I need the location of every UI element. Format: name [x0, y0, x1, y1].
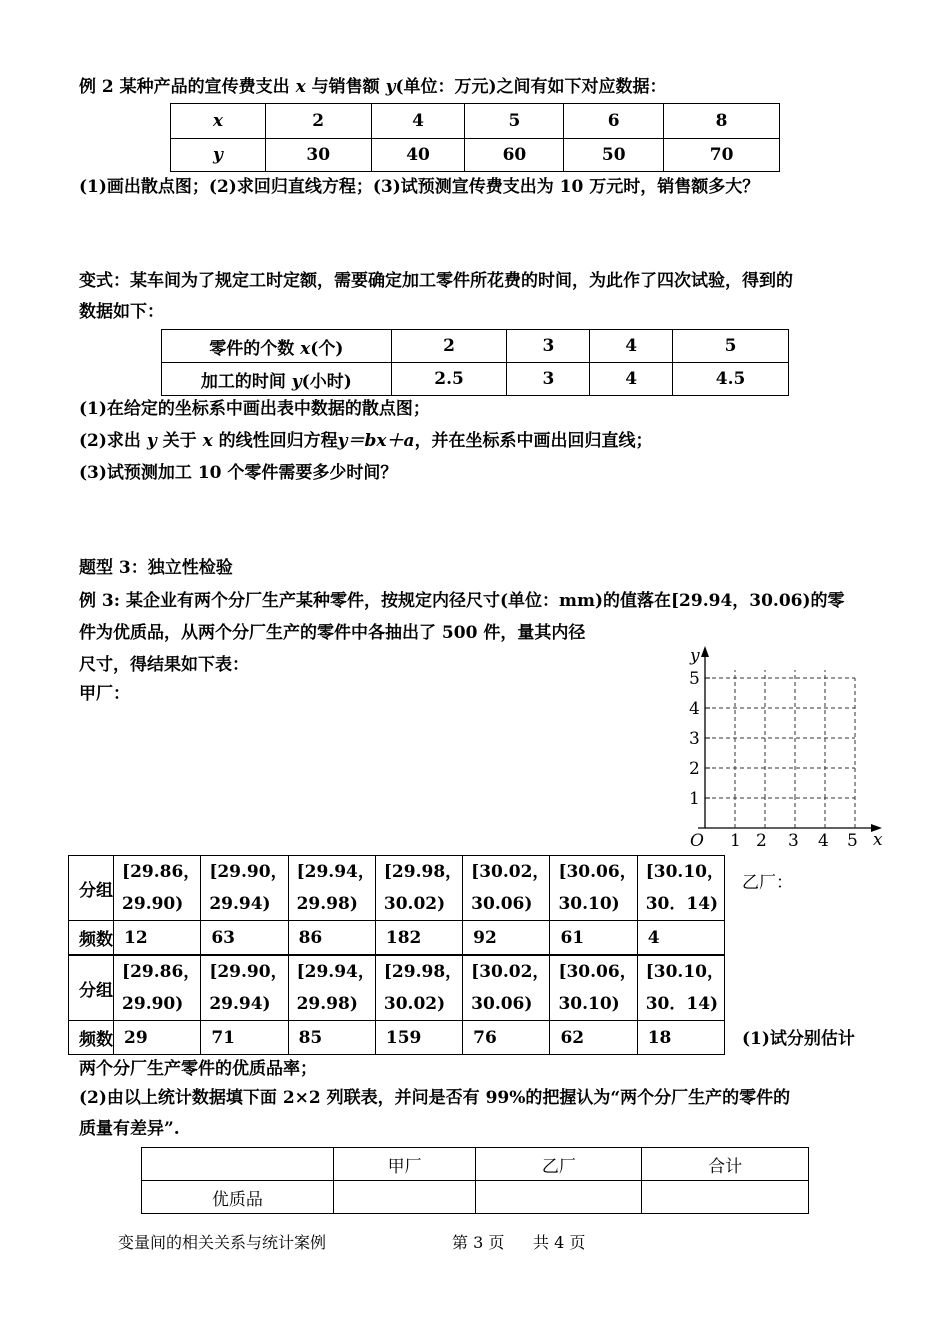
contingency-row-label: 优质品 — [142, 1181, 334, 1214]
y-tick-label: 2 — [689, 759, 700, 779]
coordinate-system — [660, 640, 900, 855]
contingency-cell — [642, 1181, 809, 1214]
parts-count-header: 零件的个数 x(个) — [162, 330, 392, 363]
frequency-cell: 76 — [463, 1021, 550, 1055]
example-3-question-2-line1: (2)由以上统计数据填下面 2×2 列联表，并问是否有 99%的把握认为“两个分厂生产的零件的 — [79, 1088, 791, 1108]
group-cell: [29.98， 30.02) — [375, 856, 462, 921]
group-cell: [30.10， 30．14) — [637, 956, 724, 1021]
origin-label: O — [690, 831, 704, 851]
y-value: 60 — [465, 139, 564, 172]
group-cell: [30.06， 30.10) — [550, 956, 637, 1021]
footer-title: 变量间的相关关系与统计案例 — [118, 1233, 327, 1252]
example-3-line2: 件为优质品，从两个分厂生产的零件中各抽出了 500 件，量其内径 — [79, 623, 586, 643]
parts-count-value: 2 — [391, 330, 507, 363]
x-tick-label: 4 — [818, 831, 829, 851]
y-value: 70 — [664, 139, 780, 172]
factory-a-label: 甲厂： — [79, 684, 130, 704]
frequency-cell: 29 — [114, 1021, 201, 1055]
contingency-header: 甲厂 — [333, 1148, 476, 1181]
x-tick-label: 2 — [756, 831, 767, 851]
frequency-cell: 86 — [288, 921, 375, 955]
group-cell: [29.98， 30.02) — [375, 956, 462, 1021]
example-2-table — [170, 103, 780, 172]
factory-b-table — [68, 955, 725, 1055]
frequency-cell: 12 — [114, 921, 201, 955]
x-value: 2 — [265, 104, 371, 139]
example-3-question-1b: 两个分厂生产零件的优质品率； — [79, 1059, 317, 1079]
variant-table — [161, 329, 789, 396]
frequency-header: 频数 — [69, 1021, 114, 1055]
group-cell: [30.10， 30．14) — [637, 856, 724, 921]
frequency-cell: 18 — [637, 1021, 724, 1055]
frequency-cell: 159 — [375, 1021, 462, 1055]
frequency-cell: 61 — [550, 921, 637, 955]
variant-statement-line2: 数据如下： — [79, 302, 164, 322]
x-axis-label: x — [873, 830, 883, 850]
group-cell: [29.90， 29.94) — [201, 956, 288, 1021]
y-value: 50 — [564, 139, 664, 172]
example-2-statement: 例 2 某种产品的宣传费支出 x 与销售额 y(单位：万元)之间有如下对应数据： — [79, 77, 667, 97]
example-3-question-2-line2: 质量有差异”. — [79, 1119, 180, 1139]
frequency-cell: 62 — [550, 1021, 637, 1055]
topic-3-heading: 题型 3：独立性检验 — [79, 558, 233, 578]
contingency-corner — [142, 1148, 334, 1181]
group-cell: [29.94， 29.98) — [288, 856, 375, 921]
frequency-cell: 85 — [288, 1021, 375, 1055]
group-cell: [29.86， 29.90) — [114, 856, 201, 921]
variant-question-2: (2)求出 y 关于 x 的线性回归方程y＝bx＋a，并在坐标系中画出回归直线； — [79, 431, 653, 451]
process-time-value: 4.5 — [673, 363, 789, 396]
group-header: 分组 — [69, 956, 114, 1021]
x-value: 4 — [371, 104, 465, 139]
group-cell: [30.02， 30.06) — [463, 856, 550, 921]
frequency-cell: 182 — [375, 921, 462, 955]
frequency-header: 频数 — [69, 921, 114, 955]
factory-a-table — [68, 855, 725, 955]
y-tick-label: 3 — [689, 729, 700, 749]
y-axis-label: y — [690, 646, 700, 666]
example-3-line3: 尺寸，得结果如下表： — [79, 655, 249, 675]
y-value: 30 — [265, 139, 371, 172]
x-tick-label: 3 — [788, 831, 799, 851]
contingency-table — [141, 1147, 809, 1214]
parts-count-value: 4 — [590, 330, 673, 363]
frequency-cell: 92 — [463, 921, 550, 955]
parts-count-value: 5 — [673, 330, 789, 363]
y-tick-label: 5 — [689, 669, 700, 689]
y-tick-label: 1 — [689, 789, 700, 809]
example-3-question-1a: (1)试分别估计 — [742, 1029, 855, 1049]
frequency-cell: 4 — [637, 921, 724, 955]
x-header: x — [171, 104, 266, 139]
factory-b-label: 乙厂： — [742, 873, 793, 893]
contingency-header: 乙厂 — [476, 1148, 642, 1181]
contingency-cell — [333, 1181, 476, 1214]
x-value: 8 — [664, 104, 780, 139]
parts-count-value: 3 — [507, 330, 590, 363]
y-tick-label: 4 — [689, 699, 700, 719]
x-value: 6 — [564, 104, 664, 139]
process-time-value: 3 — [507, 363, 590, 396]
process-time-value: 2.5 — [391, 363, 507, 396]
y-axis-arrow — [701, 646, 709, 657]
process-time-value: 4 — [590, 363, 673, 396]
x-tick-label: 1 — [730, 831, 741, 851]
group-cell: [29.94， 29.98) — [288, 956, 375, 1021]
x-tick-label: 5 — [847, 831, 858, 851]
process-time-header: 加工的时间 y(小时) — [162, 363, 392, 396]
group-cell: [30.06， 30.10) — [550, 856, 637, 921]
x-value: 5 — [465, 104, 564, 139]
contingency-header: 合计 — [642, 1148, 809, 1181]
contingency-cell — [476, 1181, 642, 1214]
footer-page: 第 3 页 — [452, 1233, 505, 1252]
example-3-line1: 例 3: 某企业有两个分厂生产某种零件，按规定内径尺寸(单位：mm)的值落在[29.94，30.06)的零 — [79, 591, 845, 611]
variant-question-3: (3)试预测加工 10 个零件需要多少时间？ — [79, 463, 398, 483]
group-cell: [29.86， 29.90) — [114, 956, 201, 1021]
frequency-cell: 71 — [201, 1021, 288, 1055]
y-header: y — [171, 139, 266, 172]
frequency-cell: 63 — [201, 921, 288, 955]
variant-question-1: (1)在给定的坐标系中画出表中数据的散点图； — [79, 399, 430, 419]
y-value: 40 — [371, 139, 465, 172]
group-cell: [30.02， 30.06) — [463, 956, 550, 1021]
group-cell: [29.90， 29.94) — [201, 856, 288, 921]
footer-total: 共 4 页 — [533, 1233, 586, 1252]
group-header: 分组 — [69, 856, 114, 921]
example-2-questions: (1)画出散点图；(2)求回归直线方程；(3)试预测宣传费支出为 10 万元时，销售额多大？ — [79, 177, 760, 197]
variant-statement-line1: 变式：某车间为了规定工时定额，需要确定加工零件所花费的时间，为此作了四次试验，得到的 — [79, 271, 793, 291]
